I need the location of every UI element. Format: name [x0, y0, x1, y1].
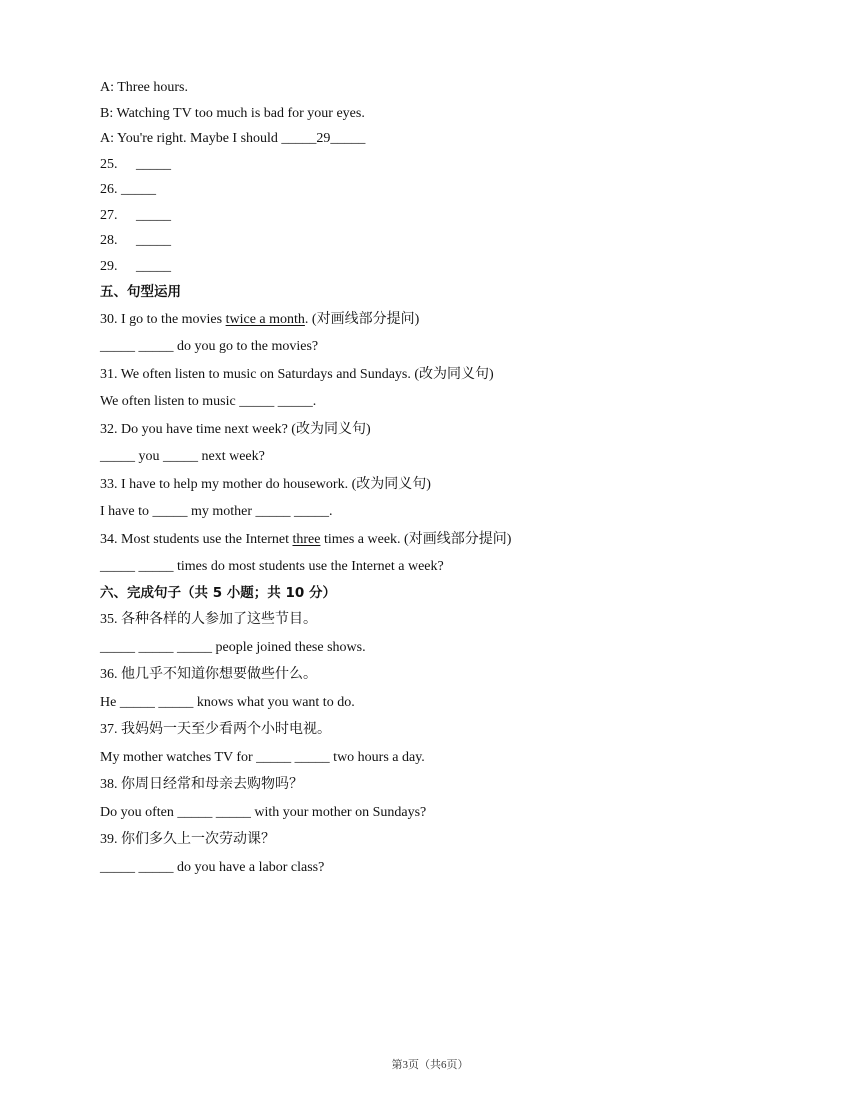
question-number: 25. [100, 156, 118, 172]
answer-line-30: _____ _____ do you go to the movies? [100, 339, 319, 354]
blank: _____ [136, 156, 171, 172]
question-number: 29. [100, 258, 118, 274]
question-30 [100, 310, 800, 330]
question-instruction: times a week. (对画线部分提问) [320, 531, 512, 547]
answer-line-36: He _____ _____ knows what you want to do. [100, 694, 355, 710]
answer-line-34: _____ _____ times do most students use the Internet a week? [100, 559, 444, 574]
answer-blank-26 [100, 180, 800, 200]
question-34 [100, 530, 800, 550]
answer-blank-29 [100, 257, 800, 277]
question-38: 38. 你周日经常和母亲去购物吗？ [100, 777, 303, 792]
question-35: 35. 各种各样的人参加了这些节目。 [100, 612, 317, 627]
question-text: 30. I go to the movies [100, 311, 226, 327]
blank: _____ [136, 233, 171, 248]
answer-line-31: We often listen to music _____ _____. [100, 394, 317, 409]
answer-blank-28 [100, 231, 800, 251]
dialogue-line: B: Watching TV too much is bad for your eyes. [100, 105, 365, 121]
answer-blank-25 [100, 155, 800, 175]
question-37: 37. 我妈妈一天至少看两个小时电视。 [100, 722, 331, 737]
question-36: 36. 他几乎不知道你想要做些什么。 [100, 667, 317, 682]
answer-blank-27 [100, 206, 800, 226]
question-number: 27. [100, 207, 118, 223]
question-31: 31. We often listen to music on Saturdays and Sundays. (改为同义句) [100, 366, 494, 382]
blank: _____ [136, 258, 171, 274]
answer-line-32: _____ you _____ next week? [100, 449, 265, 464]
dialogue-line: A: You're right. Maybe I should _____29_____ [100, 131, 366, 146]
section-heading-5: 五、句型运用 [100, 284, 181, 300]
question-33: 33. I have to help my mother do housework. (改为同义句) [100, 476, 431, 492]
answer-line-33: I have to _____ my mother _____ _____. [100, 504, 333, 519]
section-heading-6: 六、完成句子（共 5 小题；共 10 分） [100, 584, 336, 601]
question-number: 26. _____ [100, 182, 156, 197]
answer-line-35: _____ _____ _____ people joined these shows. [100, 639, 366, 655]
question-instruction: . (对画线部分提问) [304, 311, 420, 327]
question-39: 39. 你们多久上一次劳动课？ [100, 832, 275, 847]
answer-line-37: My mother watches TV for _____ _____ two hours a day. [100, 749, 425, 765]
underlined-phrase: twice a month [225, 311, 305, 327]
page-footer: 第3页（共6页） [391, 1059, 469, 1071]
answer-line-39: _____ _____ do you have a labor class? [100, 859, 325, 875]
question-text: 34. Most students use the Internet [100, 531, 293, 547]
answer-line-38: Do you often _____ _____ with your mother on Sundays? [100, 804, 427, 820]
document-body [100, 78, 800, 885]
question-32: 32. Do you have time next week? (改为同义句) [100, 421, 371, 437]
blank: _____ [136, 207, 171, 223]
underlined-phrase: three [292, 531, 321, 547]
question-number: 28. [100, 233, 118, 248]
dialogue-line: A: Three hours. [100, 80, 188, 95]
